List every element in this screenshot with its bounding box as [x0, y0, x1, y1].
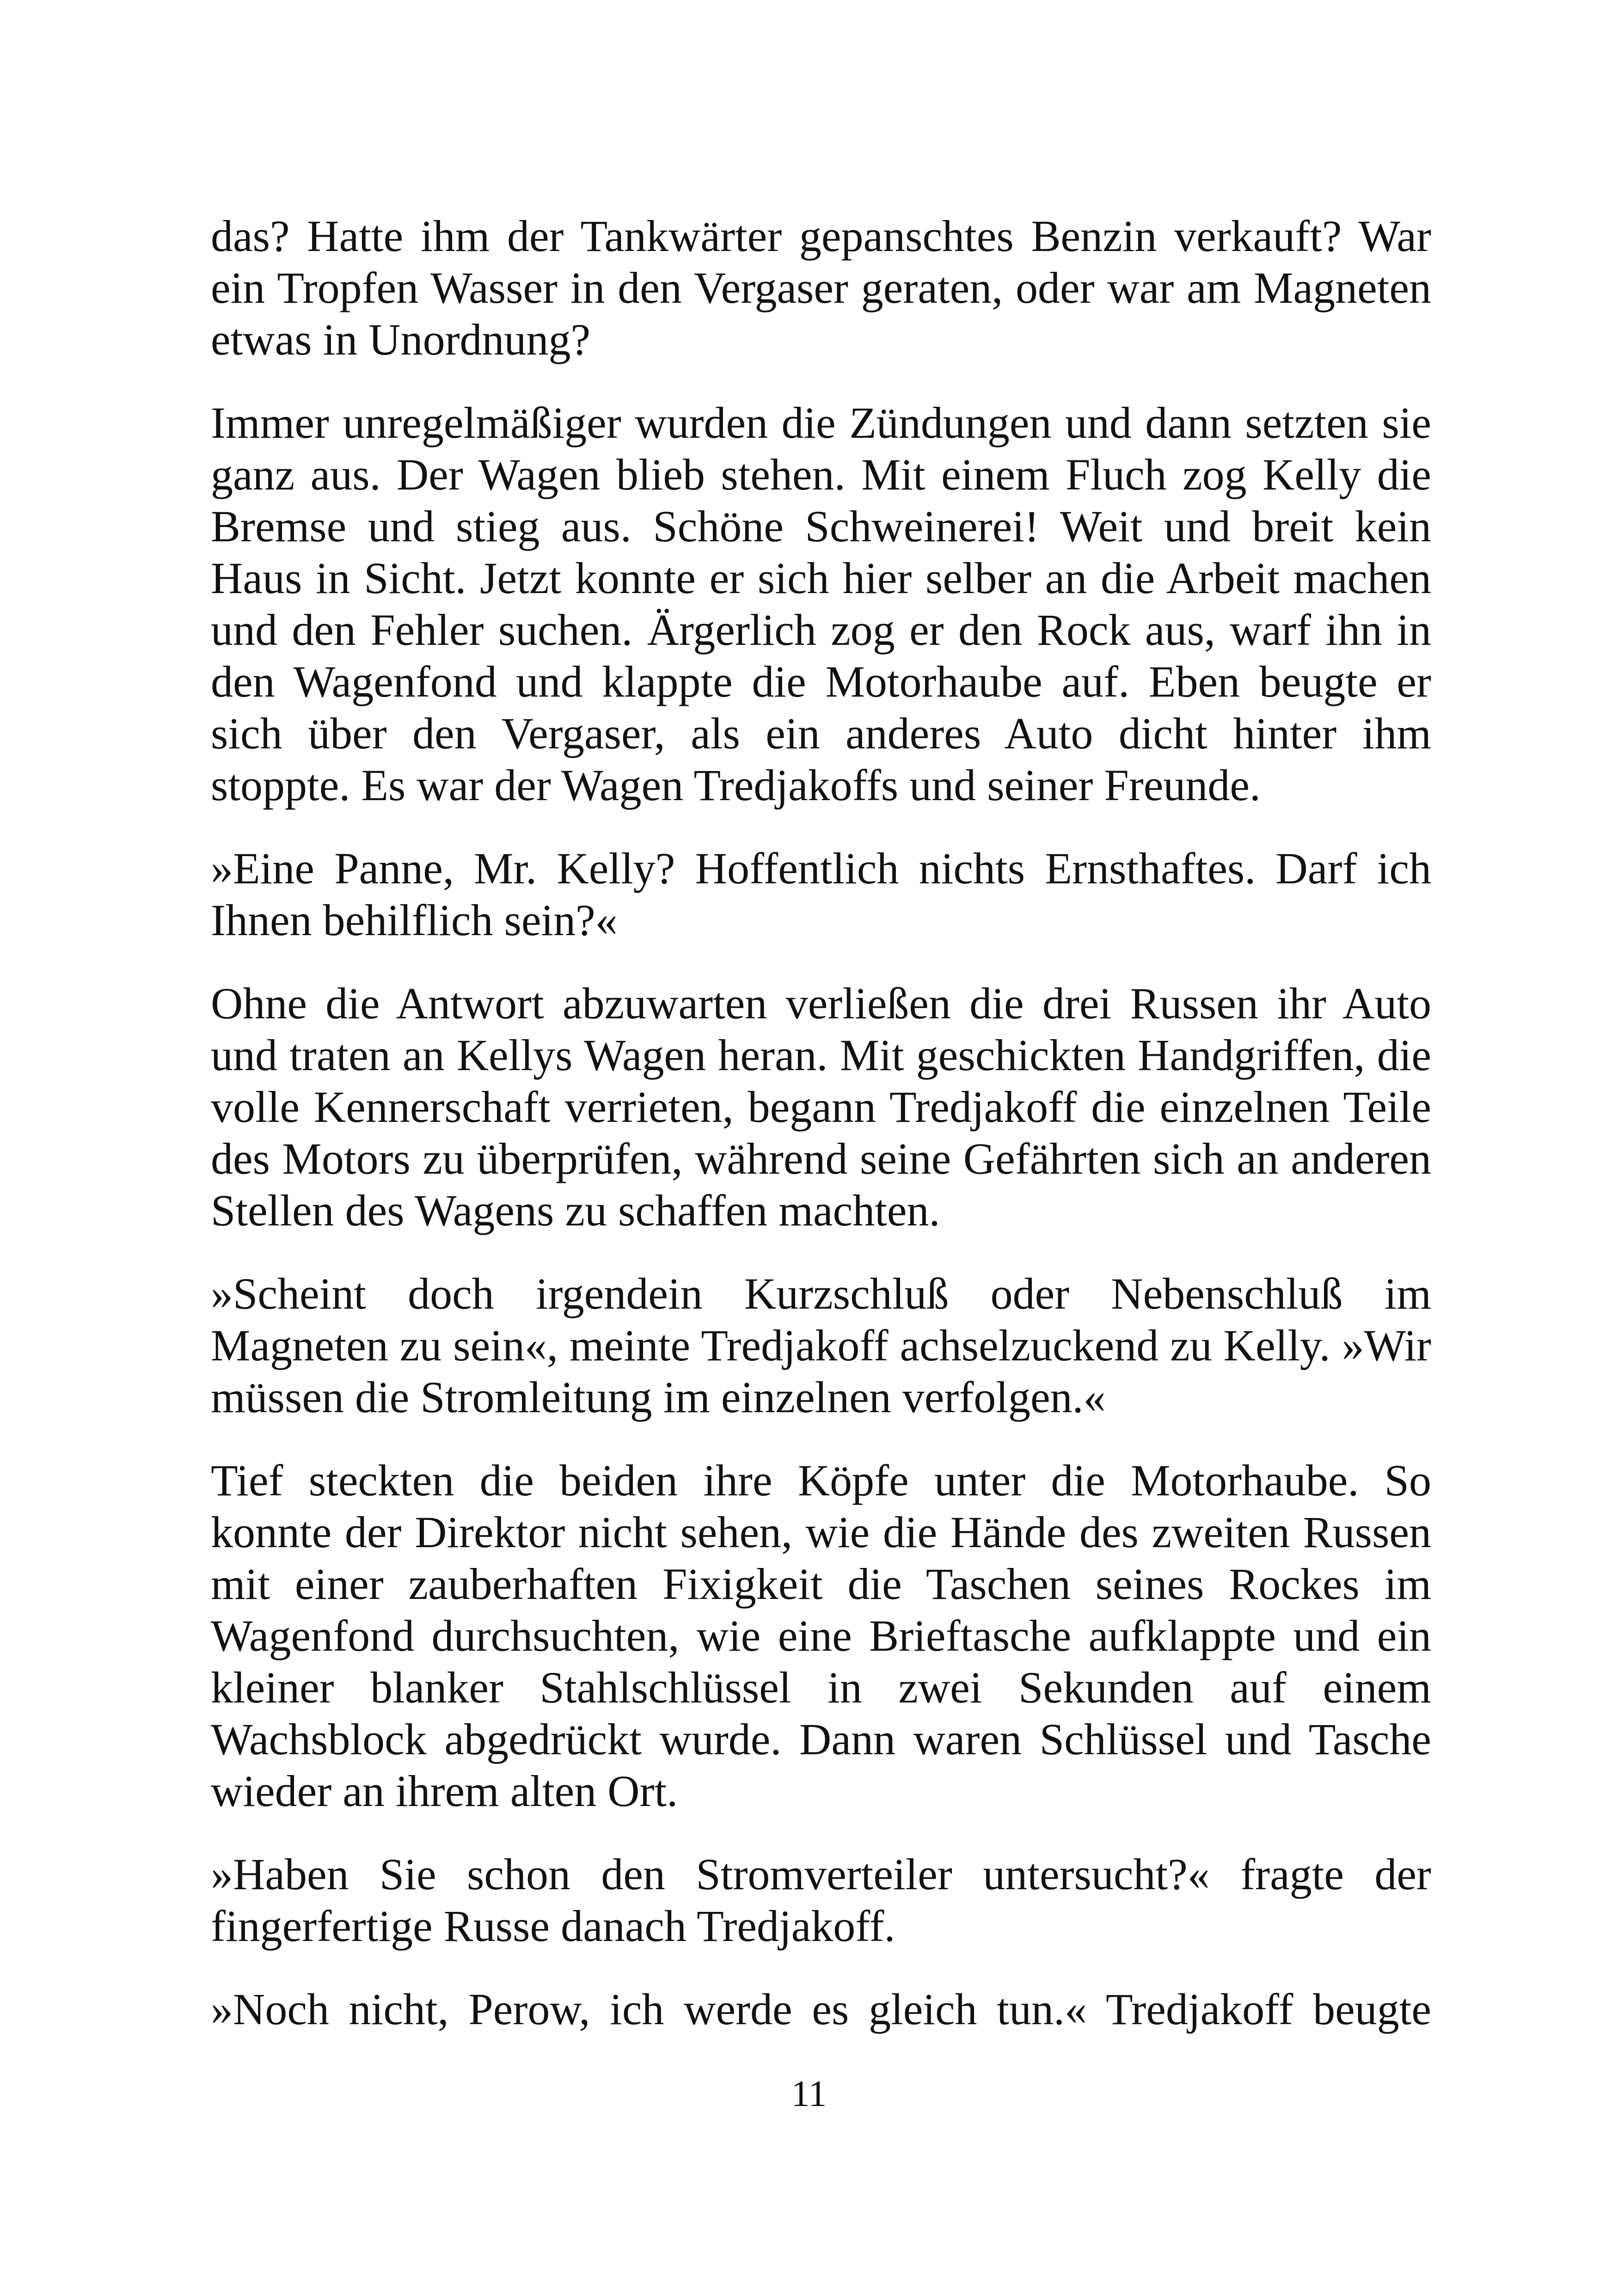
paragraph-8: »Noch nicht, Perow, ich werde es gleich tun.« Tredjakoff beugte	[211, 1984, 1431, 2034]
paragraph-2: Immer unregelmäßiger wurden die Zündungen und dann setzten sie ganz aus. Der Wagen blieb stehen. Mit einem Fluch zog Kelly die Bremse und stieg aus. Schöne Schweinerei! Weit und breit kein Haus in Sicht. Jetzt konnte er sich hier selber an die Arbeit machen und den Fehler suchen. Ärgerlich zog er den Rock aus, warf ihn in den Wagenfond und klappte die Motorhaube auf. Eben beugte er sich über den Vergaser, als ein anderes Auto dicht hinter ihm stoppte. Es war der Wagen Tredjakoffs und seiner Freunde.	[211, 398, 1431, 810]
paragraph-5: »Scheint doch irgendein Kurzschluß oder Nebenschluß im Magneten zu sein«, meinte Tredjakoff achselzuckend zu Kelly. »Wir müssen die Stromleitung im einzelnen verfolgen.«	[211, 1269, 1431, 1422]
page-number: 11	[791, 2074, 827, 2114]
paragraph-7: »Haben Sie schon den Stromverteiler untersucht?« fragte der fingerfertige Russe danach Tredjakoff.	[211, 1849, 1431, 1951]
paragraph-3: »Eine Panne, Mr. Kelly? Hoffentlich nichts Ernsthaftes. Darf ich Ihnen behilflich sein?«	[211, 844, 1431, 945]
body-text	[211, 210, 1431, 2067]
paragraph-6: Tief steckten die beiden ihre Köpfe unter die Motorhaube. So konnte der Direktor nicht sehen, wie die Hände des zweiten Russen mit einer zauberhaften Fixigkeit die Taschen seines Rockes im Wagenfond durchsuchten, wie eine Brieftasche aufklappte und ein kleiner blanker Stahlschlüssel in zwei Sekunden auf einem Wachsblock abgedrückt wurde. Dann waren Schlüssel und Tasche wieder an ihrem alten Ort.	[211, 1456, 1431, 1816]
paragraph-1: das? Hatte ihm der Tankwärter gepanschtes Benzin verkauft? War ein Tropfen Wasser in den Vergaser geraten, oder war am Magneten etwas in Unordnung?	[211, 211, 1431, 364]
paragraph-4: Ohne die Antwort abzuwarten verließen die drei Russen ihr Auto und traten an Kellys Wagen heran. Mit geschickten Handgriffen, die volle Kennerschaft verrieten, begann Tredjakoff die einzelnen Teile des Motors zu überprüfen, während seine Gefährten sich an anderen Stellen des Wagens zu schaffen machten.	[211, 979, 1431, 1235]
